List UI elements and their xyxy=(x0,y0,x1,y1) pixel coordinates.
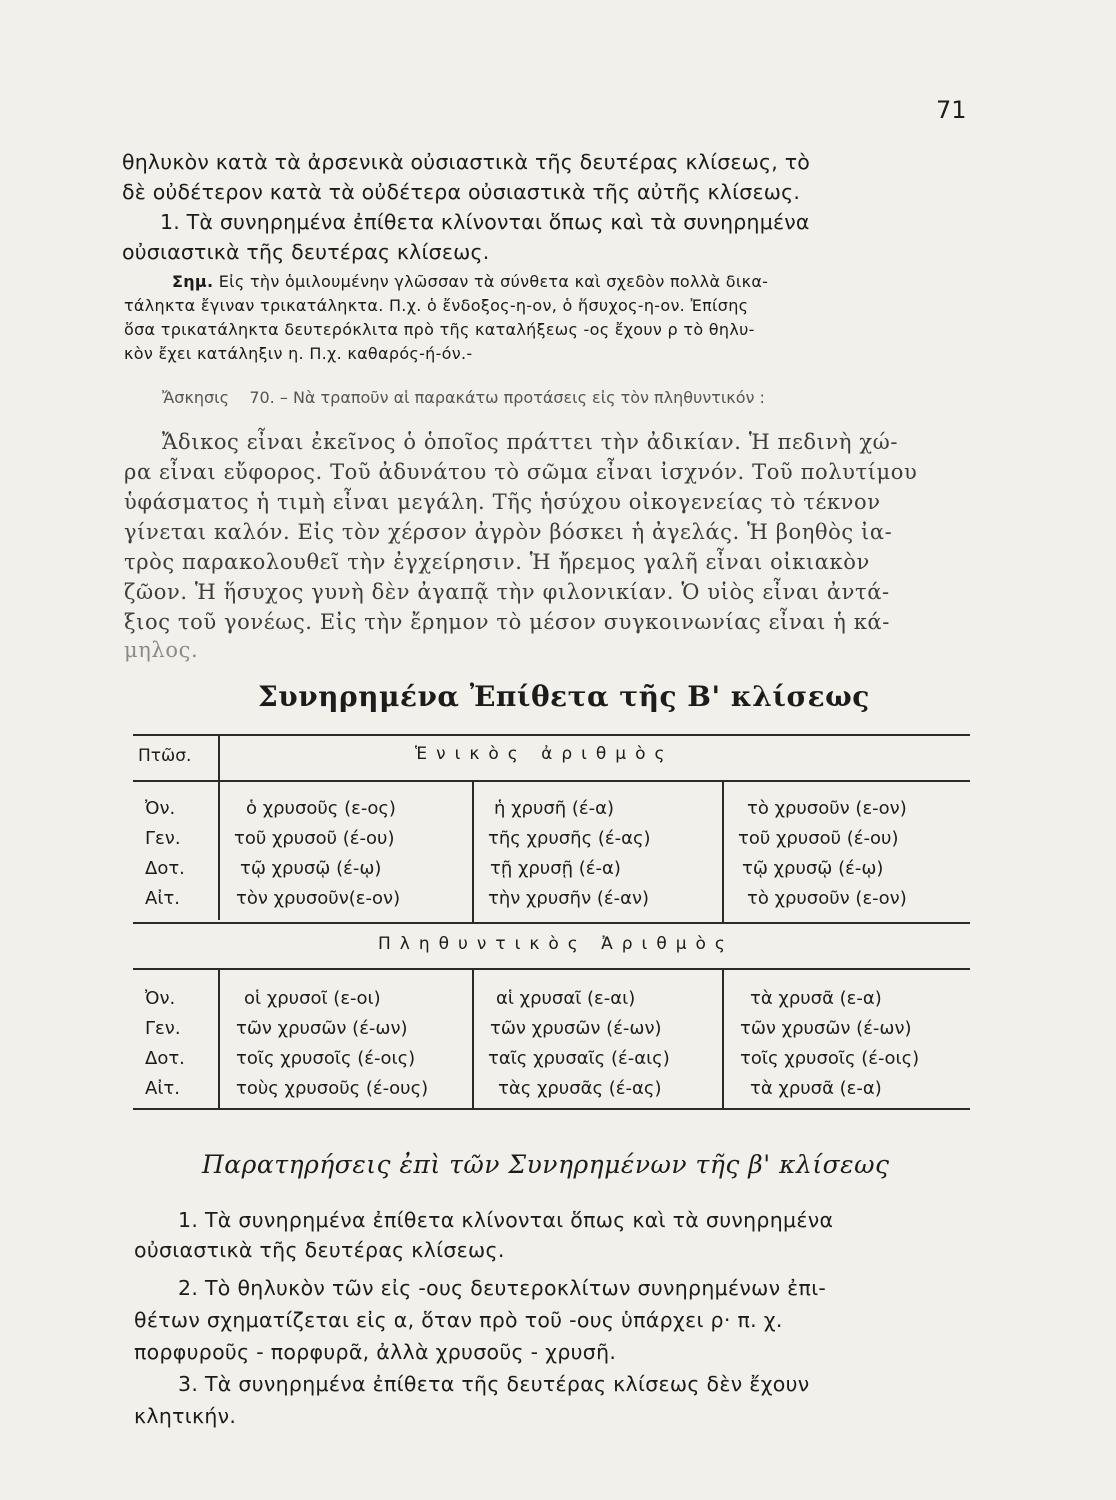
exercise-number: 70. xyxy=(249,388,275,407)
exercise-line: Ἄδικος εἶναι ἐκεῖνος ὁ ὁποῖος πράττει τὴν ἀδικίαν. Ἡ πεδινὴ χώ- xyxy=(162,430,899,454)
table-rule xyxy=(133,968,970,970)
note-line: Εἰς τὴν ὁμιλουμένην γλῶσσαν τὰ σύνθετα καὶ σχεδὸν πολλὰ δικα- xyxy=(218,272,769,291)
feminine-form: τῶν χρυσῶν (έ-ων) xyxy=(490,1018,662,1039)
case-label: Δοτ. xyxy=(145,858,185,879)
table-rule xyxy=(133,1108,970,1110)
case-label: Αἰτ. xyxy=(145,888,180,909)
case-label: Γεν. xyxy=(145,828,181,849)
exercise-line: τρὸς παρακολουθεῖ τὴν ἐγχείρησιν. Ἡ ἤρεμος γαλῆ εἶναι οἰκιακὸν xyxy=(124,550,870,574)
case-label: Ὀν. xyxy=(145,798,176,819)
observation-line: πορφυροῦς - πορφυρᾶ, ἀλλὰ χρυσοῦς - χρυσῆ. xyxy=(134,1340,617,1364)
exercise-instruction: – Νὰ τραποῦν αἱ παρακάτω προτάσεις εἰς τὸν πληθυντικόν : xyxy=(279,388,765,407)
observation-line: 3. Τὰ συνηρημένα ἐπίθετα τῆς δευτέρας κλίσεως δὲν ἔχουν xyxy=(178,1372,810,1396)
case-label: Γεν. xyxy=(145,1018,181,1039)
neuter-form: τὰ χρυσᾶ (ε-α) xyxy=(750,988,882,1009)
exercise-heading xyxy=(162,388,765,407)
singular-header: Ἑνικὸς ἀριθμὸς xyxy=(415,744,674,764)
feminine-form: ἡ χρυσῆ (έ-α) xyxy=(494,798,615,819)
intro-line: 1. Τὰ συνηρημένα ἐπίθετα κλίνονται ὅπως καὶ τὰ συνηρημένα xyxy=(160,210,810,234)
neuter-form: τῷ χρυσῷ (έ-ῳ) xyxy=(742,858,884,879)
table-column-divider xyxy=(472,970,474,1108)
neuter-form: τοῖς χρυσοῖς (έ-οις) xyxy=(740,1048,920,1069)
intro-line: θηλυκὸν κατὰ τὰ ἀρσενικὰ οὐσιαστικὰ τῆς δευτέρας κλίσεως, τὸ xyxy=(122,150,810,174)
note-line: κὸν ἔχει κατάληξιν η. Π.χ. καθαρός-ή-όν.- xyxy=(124,344,473,363)
masculine-form: τῷ χρυσῷ (έ-ῳ) xyxy=(240,858,382,879)
exercise-line: ὑφάσματος ἡ τιμὴ εἶναι μεγάλη. Τῆς ἡσύχου οἰκογενείας τὸ τέκνον xyxy=(124,490,881,514)
case-label: Δοτ. xyxy=(145,1048,185,1069)
table-rule xyxy=(133,922,970,924)
exercise-label: Ἄσκησις xyxy=(162,388,229,407)
table-column-divider xyxy=(218,970,220,1108)
exercise-line: ξιος τοῦ γονέως. Εἰς τὴν ἔρημον τὸ μέσον συγκοινωνίας εἶναι ἡ κά- xyxy=(124,610,890,634)
feminine-form: αἱ χρυσαῖ (ε-αι) xyxy=(496,988,636,1009)
masculine-form: ὁ χρυσοῦς (ε-ος) xyxy=(246,798,396,819)
table-rule xyxy=(133,734,970,736)
exercise-line: ρα εἶναι εὔφορος. Τοῦ ἀδυνάτου τὸ σῶμα εἶναι ἰσχνόν. Τοῦ πολυτίμου xyxy=(124,460,918,484)
exercise-line: μηλος. xyxy=(124,638,199,662)
plural-header: Πληθυντικὸς Ἀριθμὸς xyxy=(378,934,734,954)
neuter-form: τὸ χρυσοῦν (ε-ον) xyxy=(747,798,907,819)
note-line: ὅσα τρικατάληκτα δευτερόκλιτα πρὸ τῆς καταλήξεως -ος ἔχουν ρ τὸ θηλυ- xyxy=(124,320,755,339)
table-title: Συνηρημένα Ἐπίθετα τῆς Β' κλίσεως xyxy=(258,680,870,713)
intro-line: οὐσιαστικὰ τῆς δευτέρας κλίσεως. xyxy=(122,240,490,264)
feminine-form: τὴν χρυσῆν (έ-αν) xyxy=(488,888,650,909)
masculine-form: τῶν χρυσῶν (έ-ων) xyxy=(236,1018,408,1039)
observation-line: θέτων σχηματίζεται εἰς α, ὅταν πρὸ τοῦ -ους ὑπάρχει ρ· π. χ. xyxy=(134,1308,783,1332)
note-line: τάληκτα ἔγιναν τρικατάληκτα. Π.χ. ὁ ἔνδοξος-η-ον, ὁ ἥσυχος-η-ον. Ἐπίσης xyxy=(124,296,749,315)
exercise-line: γίνεται καλόν. Εἰς τὸν χέρσον ἀγρὸν βόσκει ἡ ἀγελάς. Ἡ βοηθὸς ἰα- xyxy=(124,520,893,544)
observation-line: 1. Τὰ συνηρημένα ἐπίθετα κλίνονται ὅπως καὶ τὰ συνηρημένα xyxy=(178,1208,834,1232)
table-column-divider xyxy=(722,782,724,922)
observation-line: 2. Τὸ θηλυκὸν τῶν εἰς -ους δευτεροκλίτων συνηρημένων ἐπι- xyxy=(178,1276,827,1300)
table-column-divider xyxy=(218,734,220,920)
feminine-form: τῆς χρυσῆς (έ-ας) xyxy=(488,828,651,849)
feminine-form: τῇ χρυσῇ (έ-α) xyxy=(490,858,621,879)
case-column-header: Πτῶσ. xyxy=(138,746,192,766)
masculine-form: οἱ χρυσοῖ (ε-οι) xyxy=(244,988,381,1009)
page-number: 71 xyxy=(936,96,967,124)
case-label: Αἰτ. xyxy=(145,1078,180,1099)
feminine-form: τὰς χρυσᾶς (έ-ας) xyxy=(498,1078,662,1099)
observation-line: κλητικήν. xyxy=(134,1404,237,1428)
note-block xyxy=(172,272,768,291)
masculine-form: τοῖς χρυσοῖς (έ-οις) xyxy=(236,1048,416,1069)
intro-line: δὲ οὐδέτερον κατὰ τὰ οὐδέτερα οὐσιαστικὰ τῆς αὐτῆς κλίσεως. xyxy=(122,180,801,204)
feminine-form: ταῖς χρυσαῖς (έ-αις) xyxy=(488,1048,670,1069)
masculine-form: τοῦ χρυσοῦ (έ-ου) xyxy=(234,828,395,849)
masculine-form: τοὺς χρυσοῦς (έ-ους) xyxy=(236,1078,429,1099)
table-column-divider xyxy=(472,782,474,922)
neuter-form: τὰ χρυσᾶ (ε-α) xyxy=(750,1078,882,1099)
table-column-divider xyxy=(722,970,724,1108)
case-label: Ὀν. xyxy=(145,988,176,1009)
neuter-form: τὸ χρυσοῦν (ε-ον) xyxy=(747,888,907,909)
table-rule xyxy=(133,780,970,782)
observation-line: οὐσιαστικὰ τῆς δευτέρας κλίσεως. xyxy=(134,1238,505,1262)
exercise-line: ζῶον. Ἡ ἥσυχος γυνὴ δὲν ἀγαπᾷ τὴν φιλονικίαν. Ὁ υἱὸς εἶναι ἀντά- xyxy=(124,580,890,604)
neuter-form: τοῦ χρυσοῦ (έ-ου) xyxy=(738,828,899,849)
observations-title: Παρατηρήσεις ἐπὶ τῶν Συνηρημένων τῆς β' κλίσεως xyxy=(202,1150,890,1179)
masculine-form: τὸν χρυσοῦν(ε-ον) xyxy=(236,888,401,909)
neuter-form: τῶν χρυσῶν (έ-ων) xyxy=(740,1018,912,1039)
note-label: Σημ. xyxy=(172,272,214,291)
